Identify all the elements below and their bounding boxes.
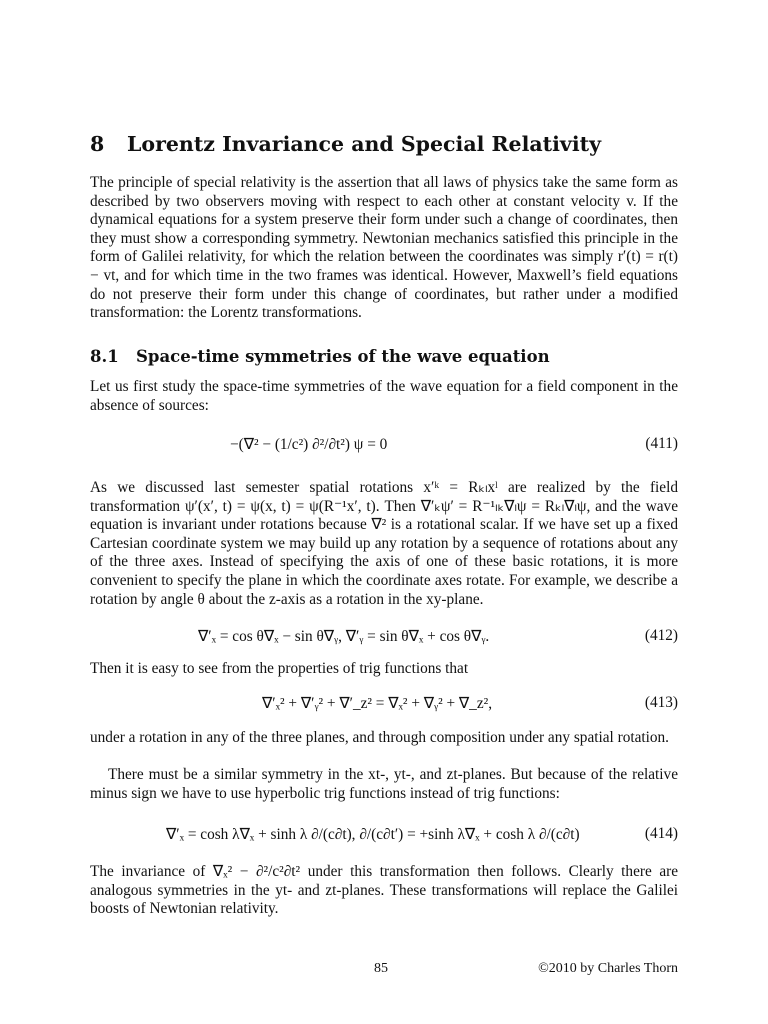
subsection-heading xyxy=(90,347,678,366)
paragraph-wave-equation: Let us first study the space-time symmetries of the wave equation for a field component in the absence of sources: xyxy=(90,378,678,414)
equation-number: (411) xyxy=(645,435,678,452)
paragraph-rotations: As we discussed last semester spatial rotations x′ᵏ = Rₖₗxˡ are realized by the field transformation ψ′(x′, t) = ψ(x, t) = ψ(R⁻¹x′, t). Then ∇′ₖψ′ = R⁻¹ₗₖ∇ₗψ = Rₖₗ∇ₗψ, and the wave equation is invariant under rotations because ∇² is a rotational scalar. If we have set up a fixed Cartesian coordinate system we may build up any rotation by a sequence of rotations about any of the three axes. Instead of specifying the axis of one of these basic rotations, it is more convenient to specify the plane in which the coordinate axes rotate. For example, we describe a rotation by angle θ about the z-axis as a rotation in the xy-plane. xyxy=(90,479,678,608)
equation-number: (412) xyxy=(644,627,678,644)
subsection-title: Space-time symmetries of the wave equation xyxy=(136,347,550,366)
section-number: 8 xyxy=(90,132,105,156)
page-number: 85 xyxy=(374,961,388,976)
equation-number: (414) xyxy=(644,825,678,842)
paragraph-composition: under a rotation in any of the three planes, and through composition under any spatial rotation. xyxy=(90,729,670,746)
section-title: Lorentz Invariance and Special Relativity xyxy=(127,132,602,156)
copyright-notice: ©2010 by Charles Thorn xyxy=(538,961,678,976)
equation-body: −(∇² − (1/c²) ∂²/∂t²) ψ = 0 xyxy=(230,436,388,453)
equation-413 xyxy=(90,694,678,734)
equation-number: (413) xyxy=(644,694,678,711)
paragraph-trig: Then it is easy to see from the properties of trig functions that xyxy=(90,660,469,677)
equation-411 xyxy=(90,435,678,475)
paragraph-invariance: The invariance of ∇ₓ² − ∂²/c²∂t² under this transformation then follows. Clearly there are analogous symmetries in the yt- and zt-planes. These transformations will replace the Galilei boosts of Newtonian relativity. xyxy=(90,863,678,918)
subsection-number: 8.1 xyxy=(90,347,119,366)
equation-body: ∇′ₓ² + ∇′ᵧ² + ∇′_z² = ∇ₓ² + ∇ᵧ² + ∇_z², xyxy=(262,695,493,712)
intro-paragraph: The principle of special relativity is the assertion that all laws of physics take the same form as described by two observers moving with respect to each other at constant velocity v. If the dynamical equations for a system preserve their form under such a change of coordinates, then they must show a corresponding symmetry. Newtonian mechanics satisfied this principle in the form of Galilei relativity, for which the relation between the coordinates was simply r′(t) = r(t) − vt, and for which time in the two frames was identical. However, Maxwell’s field equations do not preserve their form under this change of coordinates, but rather under a modified transformation: the Lorentz transformations. xyxy=(90,174,678,322)
section-heading xyxy=(90,132,678,156)
equation-body: ∇′ₓ = cosh λ∇ₓ + sinh λ ∂/(c∂t), ∂/(c∂t′) = +sinh λ∇ₓ + cosh λ ∂/(c∂t) xyxy=(166,826,580,843)
equation-414 xyxy=(90,825,678,865)
equation-body: ∇′ₓ = cos θ∇ₓ − sin θ∇ᵧ, ∇′ᵧ = sin θ∇ₓ + cos θ∇ᵧ. xyxy=(198,628,490,645)
paragraph-hyperbolic: There must be a similar symmetry in the xt-, yt-, and zt-planes. But because of the relative minus sign we have to use hyperbolic trig functions instead of trig functions: xyxy=(90,766,678,802)
